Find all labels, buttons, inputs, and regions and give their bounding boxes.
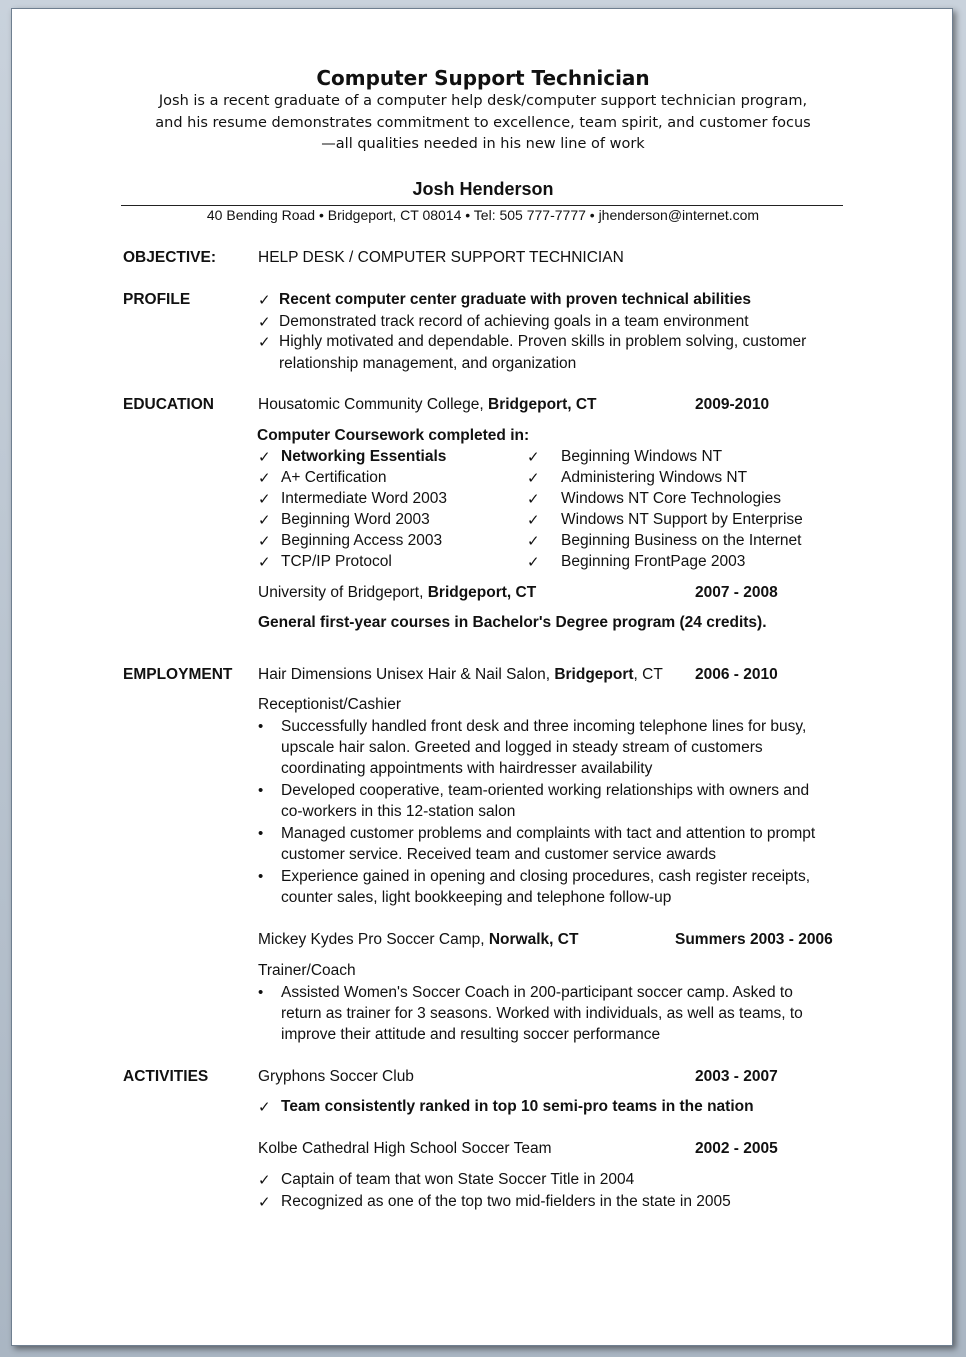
activity-achievement: Captain of team that won State Soccer Title in 2004: [281, 1171, 635, 1188]
bullet-icon: •: [258, 868, 264, 885]
header-divider: [121, 205, 843, 206]
course-item: Beginning Word 2003: [281, 511, 430, 528]
course-item: Beginning Windows NT: [561, 448, 723, 465]
check-icon: ✓: [258, 491, 271, 508]
activity-name: Gryphons Soccer Club: [258, 1068, 414, 1085]
employer-state: , CT: [633, 666, 663, 683]
profile-item: Highly motivated and dependable. Proven skills in problem solving, customer: [279, 333, 807, 350]
objective-label: OBJECTIVE:: [123, 249, 217, 266]
contact-line: 40 Bending Road • Bridgeport, CT 08014 • Tel: 505 777-7777 • jhenderson@internet.com: [206, 207, 760, 223]
activity-achievement: Team consistently ranked in top 10 semi-pro teams in the nation: [281, 1098, 754, 1115]
coursework-heading: Computer Coursework completed in:: [257, 427, 530, 444]
bullet-icon: •: [258, 825, 264, 842]
job-duty: customer service. Received team and customer service awards: [281, 846, 717, 863]
candidate-name: Josh Henderson: [412, 179, 554, 199]
course-item: Beginning FrontPage 2003: [561, 553, 746, 570]
profile-label: PROFILE: [123, 291, 191, 308]
check-icon: ✓: [258, 1172, 271, 1189]
job-duty: counter sales, light bookkeeping and telephone follow-up: [281, 889, 672, 906]
profile-item: Recent computer center graduate with proven technical abilities: [279, 291, 752, 308]
course-item: Administering Windows NT: [561, 469, 748, 486]
school-dates: 2007 - 2008: [695, 584, 778, 601]
job-dates: 2006 - 2010: [695, 666, 778, 683]
job-duty: coordinating appointments with hairdresser availability: [281, 760, 653, 777]
course-item: Windows NT Core Technologies: [561, 490, 781, 507]
school-entry: [258, 584, 536, 602]
activity-achievement: Recognized as one of the top two mid-fielders in the state in 2005: [281, 1193, 731, 1210]
job-duty: Experience gained in opening and closing procedures, cash register receipts,: [281, 868, 811, 885]
bullet-icon: •: [258, 718, 264, 735]
employer-location: Bridgeport: [554, 666, 634, 683]
activity-name: Kolbe Cathedral High School Soccer Team: [258, 1140, 552, 1157]
job-duty: co-workers in this 12-station salon: [281, 803, 516, 820]
education-label: EDUCATION: [123, 396, 214, 413]
bullet-icon: •: [258, 984, 264, 1001]
bullet-icon: •: [258, 782, 264, 799]
school-name: University of Bridgeport,: [258, 584, 428, 601]
check-icon: ✓: [527, 491, 540, 508]
course-item: A+ Certification: [281, 469, 387, 486]
check-icon: ✓: [527, 449, 540, 466]
check-icon: ✓: [258, 449, 271, 466]
course-item: Windows NT Support by Enterprise: [561, 511, 803, 528]
job-role: Trainer/Coach: [258, 962, 356, 979]
check-icon: ✓: [258, 292, 271, 309]
intro-line: and his resume demonstrates commitment to excellence, team spirit, and customer focus: [155, 115, 811, 131]
job-duty: upscale hair salon. Greeted and logged in steady stream of customers: [281, 739, 763, 756]
profile-item: Demonstrated track record of achieving goals in a team environment: [279, 313, 749, 330]
check-icon: ✓: [527, 470, 540, 487]
course-item: Beginning Access 2003: [281, 532, 443, 549]
job-duty: Assisted Women's Soccer Coach in 200-participant soccer camp. Asked to: [281, 984, 793, 1001]
activity-dates: 2003 - 2007: [695, 1068, 778, 1085]
job-role: Receptionist/Cashier: [258, 696, 402, 713]
employer-name: Mickey Kydes Pro Soccer Camp,: [258, 931, 489, 948]
intro-line: —all qualities needed in his new line of work: [321, 136, 645, 152]
course-item: Beginning Business on the Internet: [561, 532, 802, 549]
school-entry: [258, 396, 597, 414]
check-icon: ✓: [527, 512, 540, 529]
check-icon: ✓: [258, 334, 271, 351]
check-icon: ✓: [527, 554, 540, 571]
school-location: Bridgeport, CT: [488, 396, 597, 413]
job-duty: return as trainer for 3 seasons. Worked with individuals, as well as teams, to: [281, 1005, 803, 1022]
job-dates: Summers 2003 - 2006: [675, 931, 833, 948]
school-dates: 2009-2010: [695, 396, 770, 413]
course-item: Networking Essentials: [281, 448, 447, 465]
employment-label: EMPLOYMENT: [123, 666, 233, 683]
school-note: General first-year courses in Bachelor's Degree program (24 credits).: [258, 614, 767, 631]
activity-dates: 2002 - 2005: [695, 1140, 778, 1157]
employer-entry: [258, 931, 578, 949]
check-icon: ✓: [527, 533, 540, 550]
employer-location: Norwalk, CT: [488, 931, 579, 948]
job-duty: Successfully handled front desk and three incoming telephone lines for busy,: [281, 718, 807, 735]
check-icon: ✓: [258, 554, 271, 571]
activities-label: ACTIVITIES: [123, 1068, 209, 1085]
check-icon: ✓: [258, 1194, 271, 1211]
check-icon: ✓: [258, 1099, 271, 1116]
school-location: Bridgeport, CT: [427, 584, 537, 601]
profile-item-continued: relationship management, and organization: [279, 355, 577, 372]
job-duty: Managed customer problems and complaints with tact and attention to prompt: [281, 825, 816, 842]
intro-line: Josh is a recent graduate of a computer help desk/computer support technician program,: [158, 93, 808, 109]
course-item: TCP/IP Protocol: [281, 553, 392, 570]
school-name: Housatomic Community College,: [258, 396, 489, 413]
check-icon: ✓: [258, 512, 271, 529]
check-icon: ✓: [258, 314, 271, 331]
employer-name: Hair Dimensions Unisex Hair & Nail Salon,: [258, 666, 555, 683]
employer-entry: [258, 666, 663, 684]
job-duty: improve their attitude and resulting soccer performance: [281, 1026, 661, 1043]
job-duty: Developed cooperative, team-oriented working relationships with owners and: [281, 782, 810, 799]
course-item: Intermediate Word 2003: [281, 490, 448, 507]
check-icon: ✓: [258, 533, 271, 550]
document-title: Computer Support Technician: [316, 66, 650, 90]
check-icon: ✓: [258, 470, 271, 487]
objective-text: HELP DESK / COMPUTER SUPPORT TECHNICIAN: [258, 249, 624, 266]
